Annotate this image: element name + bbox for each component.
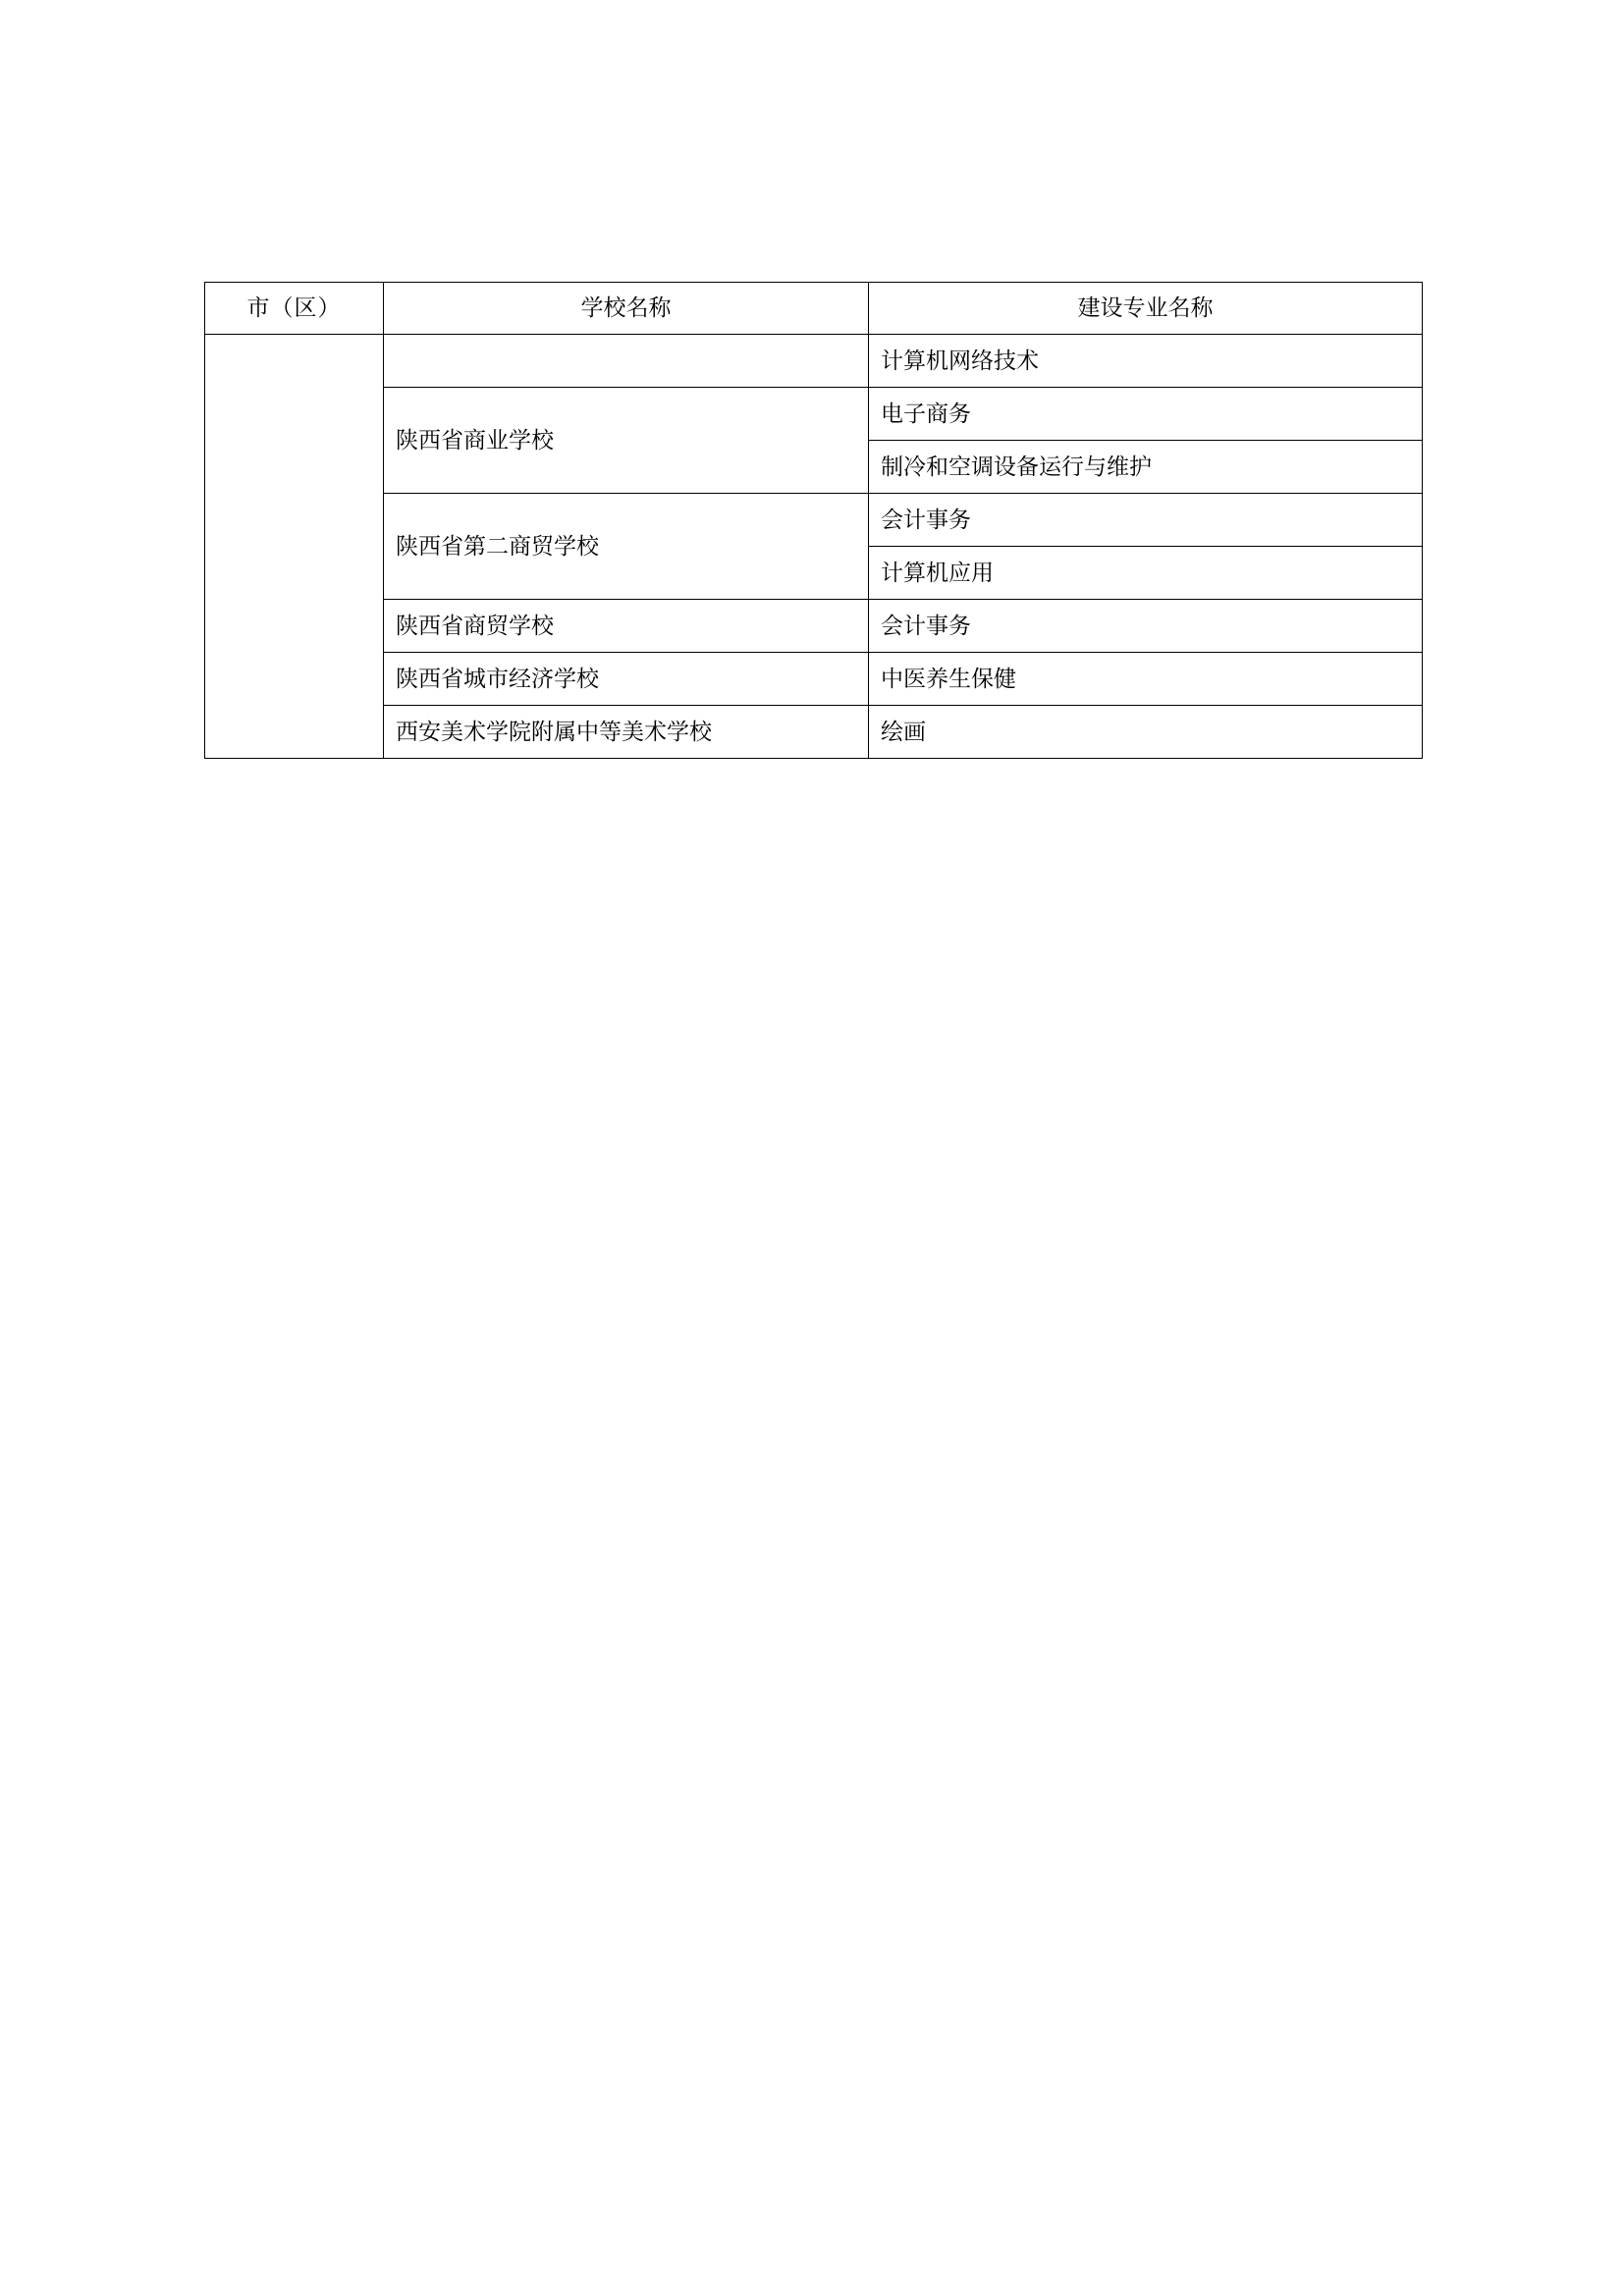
column-header-major: 建设专业名称 [869,283,1423,335]
column-header-city [205,283,384,335]
major-cell: 计算机应用 [869,547,1423,600]
major-cell: 计算机网络技术 [869,335,1423,388]
city-cell [205,335,384,759]
school-cell: 陕西省城市经济学校 [384,653,869,706]
table-row [205,335,1423,388]
table-row [205,494,1423,547]
school-cell: 陕西省第二商贸学校 [384,494,869,600]
major-cell: 绘画 [869,706,1423,759]
table-header-row [205,283,1423,335]
school-cell [384,335,869,388]
column-header-school: 学校名称 [384,283,869,335]
school-major-table [204,282,1423,759]
major-cell: 中医养生保健 [869,653,1423,706]
school-cell: 西安美术学院附属中等美术学校 [384,706,869,759]
table-row [205,388,1423,441]
major-cell: 制冷和空调设备运行与维护 [869,441,1423,494]
major-cell: 会计事务 [869,494,1423,547]
column-header-city-label: 市（区） [246,295,342,321]
table-row [205,706,1423,759]
major-cell: 会计事务 [869,600,1423,653]
major-cell: 电子商务 [869,388,1423,441]
table-header [205,283,1423,335]
school-cell: 陕西省商业学校 [384,388,869,494]
table-row [205,600,1423,653]
table-body [205,335,1423,759]
table-container [204,282,1422,759]
table-row [205,653,1423,706]
school-cell: 陕西省商贸学校 [384,600,869,653]
